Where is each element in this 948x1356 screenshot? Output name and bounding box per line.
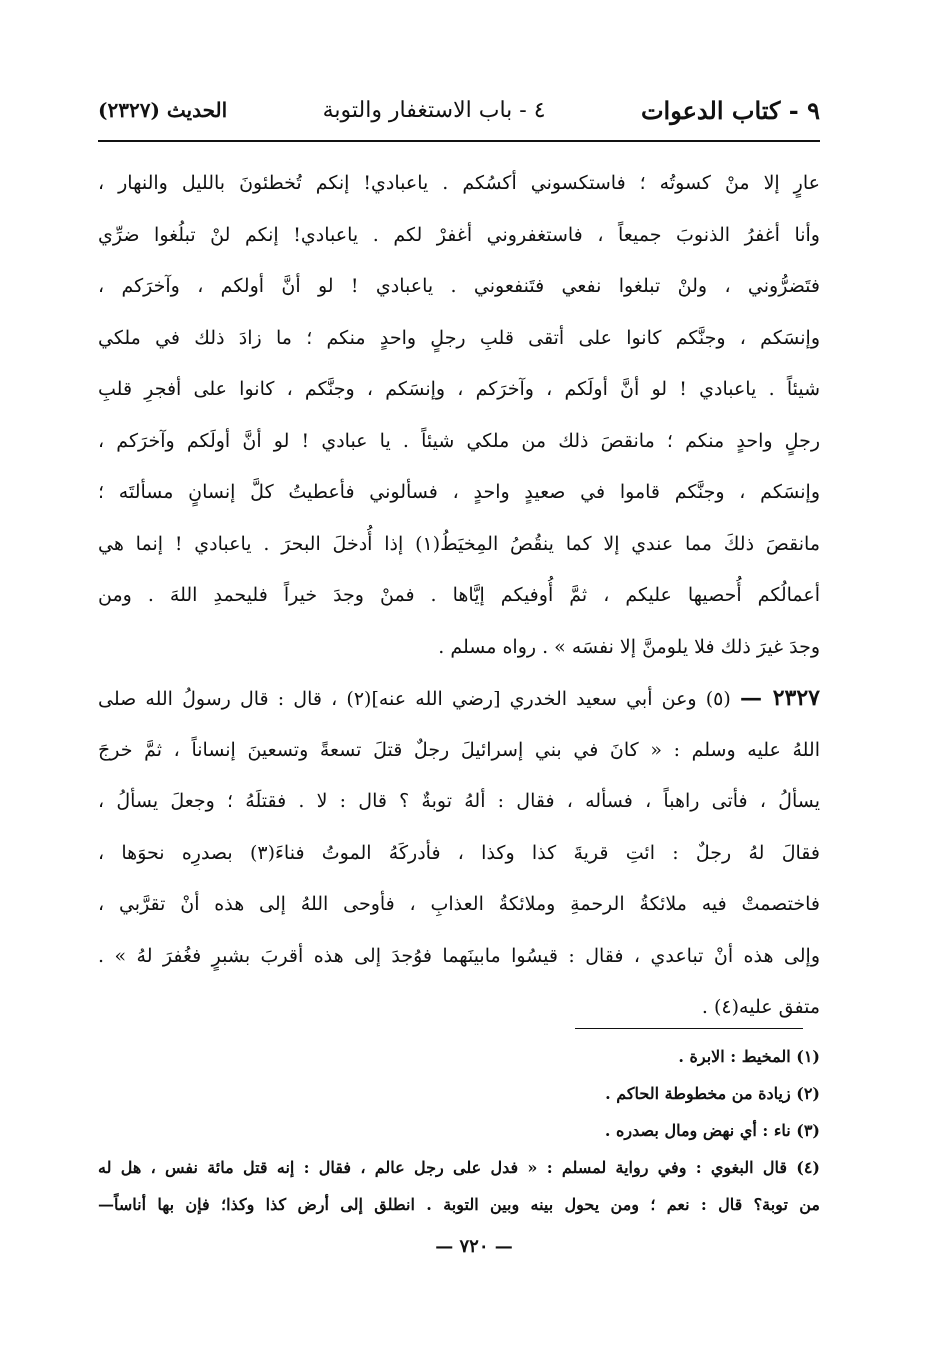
footnote: من توبة؟ قال : نعم ؛ ومن يحول بينه وبين التوبة . انطلق إلى أرض كذا وكذا؛ فإن بها أناساً—	[98, 1195, 820, 1214]
text-line: وجدَ غيرَ ذلك فلا يلومنَّ إلا نفسَه » . رواه مسلم .	[438, 635, 820, 658]
text-line: وإلى هذه أنْ تباعدي ، فقال : قيسُوا مابينَهما فوُجدَ إلى هذه أقربَ بشبرٍ فغُفرَ لهُ » .	[98, 944, 820, 967]
main-text	[98, 158, 820, 1034]
text-line: فتَضرُّوني ، ولنْ تبلغوا نفعي فتَنفعوني . ياعبادي ! لو أنَّ أولكم ، وآخرَكم ،	[98, 275, 820, 297]
footnotes	[98, 1038, 820, 1223]
text-line: وإنسَكم ، وجنَّكم قاموا في صعيدٍ واحدٍ ، فسألوني فأعطيتُ كلَّ إنسانٍ مسألتَه ؛	[98, 481, 820, 503]
hadith-line-text: (٥) وعن أبي سعيد الخدري [رضي الله عنه](٢) ، قال : قال رسولُ الله صلى	[98, 688, 731, 710]
footnote: (٢) زيادة من مخطوطة الحاكم .	[605, 1084, 820, 1103]
hadith-first-line	[98, 673, 820, 725]
book-title: ٩ - كتاب الدعوات	[640, 95, 820, 125]
text-line: وأنا أغفرُ الذنوبَ جميعاً ، فاستغفروني أغفرْ لكم . ياعبادي! إنكم لنْ تبلُغوا ضرِّي	[98, 223, 820, 246]
text-line: أعمالُكم أُحصيها عليكم ، ثمَّ أُوفيكم إيَّاها . فمنْ وجدَ خيراً فليحمدِ اللهَ . ومن	[98, 584, 820, 606]
text-line: متفق عليه(٤) .	[701, 996, 820, 1018]
hadith-number: ٢٣٢٧ —	[739, 685, 820, 711]
footnote-divider	[575, 1028, 803, 1029]
text-line: اللهُ عليه وسلم : « كانَ في بني إسرائيلَ رجلٌ قتلَ تسعةً وتسعينَ إنساناً ، ثمَّ خرجَ	[98, 738, 820, 761]
text-line: عارٍ إلا منْ كسوتُه ؛ فاستكسوني أكسُكم . ياعبادي! إنكم تُخطئونَ بالليل والنهار ،	[98, 172, 820, 194]
text-line: شيئاً . ياعبادي ! لو أنَّ أولَكم ، وآخرَكم ، وإنسَكم ، وجنَّكم ، كانوا على أفجرِ قلبِ	[98, 378, 820, 400]
footnote: (١) المخيط : الابرة .	[678, 1047, 820, 1066]
text-line: وإنسَكم ، وجنَّكم كانوا على أتقى قلبِ رجلٍ واحدٍ منكم ؛ ما زادَ ذلك في ملكي	[98, 326, 820, 349]
text-line: فقالَ لهُ رجلٌ : ائتِ قريةَ كذا وكذا ، فأدركَهُ الموتُ فناءَ(٣) بصدرِه نحوَها ،	[98, 841, 820, 864]
header-divider	[98, 140, 820, 142]
footnote: (٣) ناء : أي نهض ومال بصدره .	[604, 1121, 820, 1140]
text-line: فاختصمتْ فيه ملائكةُ الرحمةِ وملائكةُ العذابِ ، فأوحى اللهُ إلى هذه أنْ تقرَّبي ،	[98, 893, 820, 915]
running-header	[98, 88, 820, 132]
footnote: (٤) قال البغوي : وفي رواية لمسلم : « فدل على رجل عالم ، فقال : إنه قتل مائة نفس ، هل له	[98, 1158, 820, 1177]
text-line: مانقصَ ذلكَ مما عندي إلا كما ينقُصُ المِخيَطُ(١) إذا أُدخلَ البحرَ . ياعبادي ! إنما هي	[98, 532, 820, 555]
text-line: رجلٍ واحدٍ منكم ؛ مانقصَ ذلك من ملكي شيئاً . يا عبادي ! لو أنَّ أولَكم وآخرَكم ،	[98, 429, 820, 452]
chapter-title: ٤ - باب الاستغفار والتوبة	[322, 97, 546, 123]
page-number: — ٧٢٠ —	[435, 1236, 513, 1257]
text-line: يسألُ ، فأتى راهباً ، فسأله ، فقال : ألهُ توبةٌ ؟ قال : لا . فقتلَهُ ؛ وجعلَ يسألُ ،	[98, 790, 820, 812]
hadith-reference: الحديث (٢٣٢٧)	[98, 98, 228, 122]
